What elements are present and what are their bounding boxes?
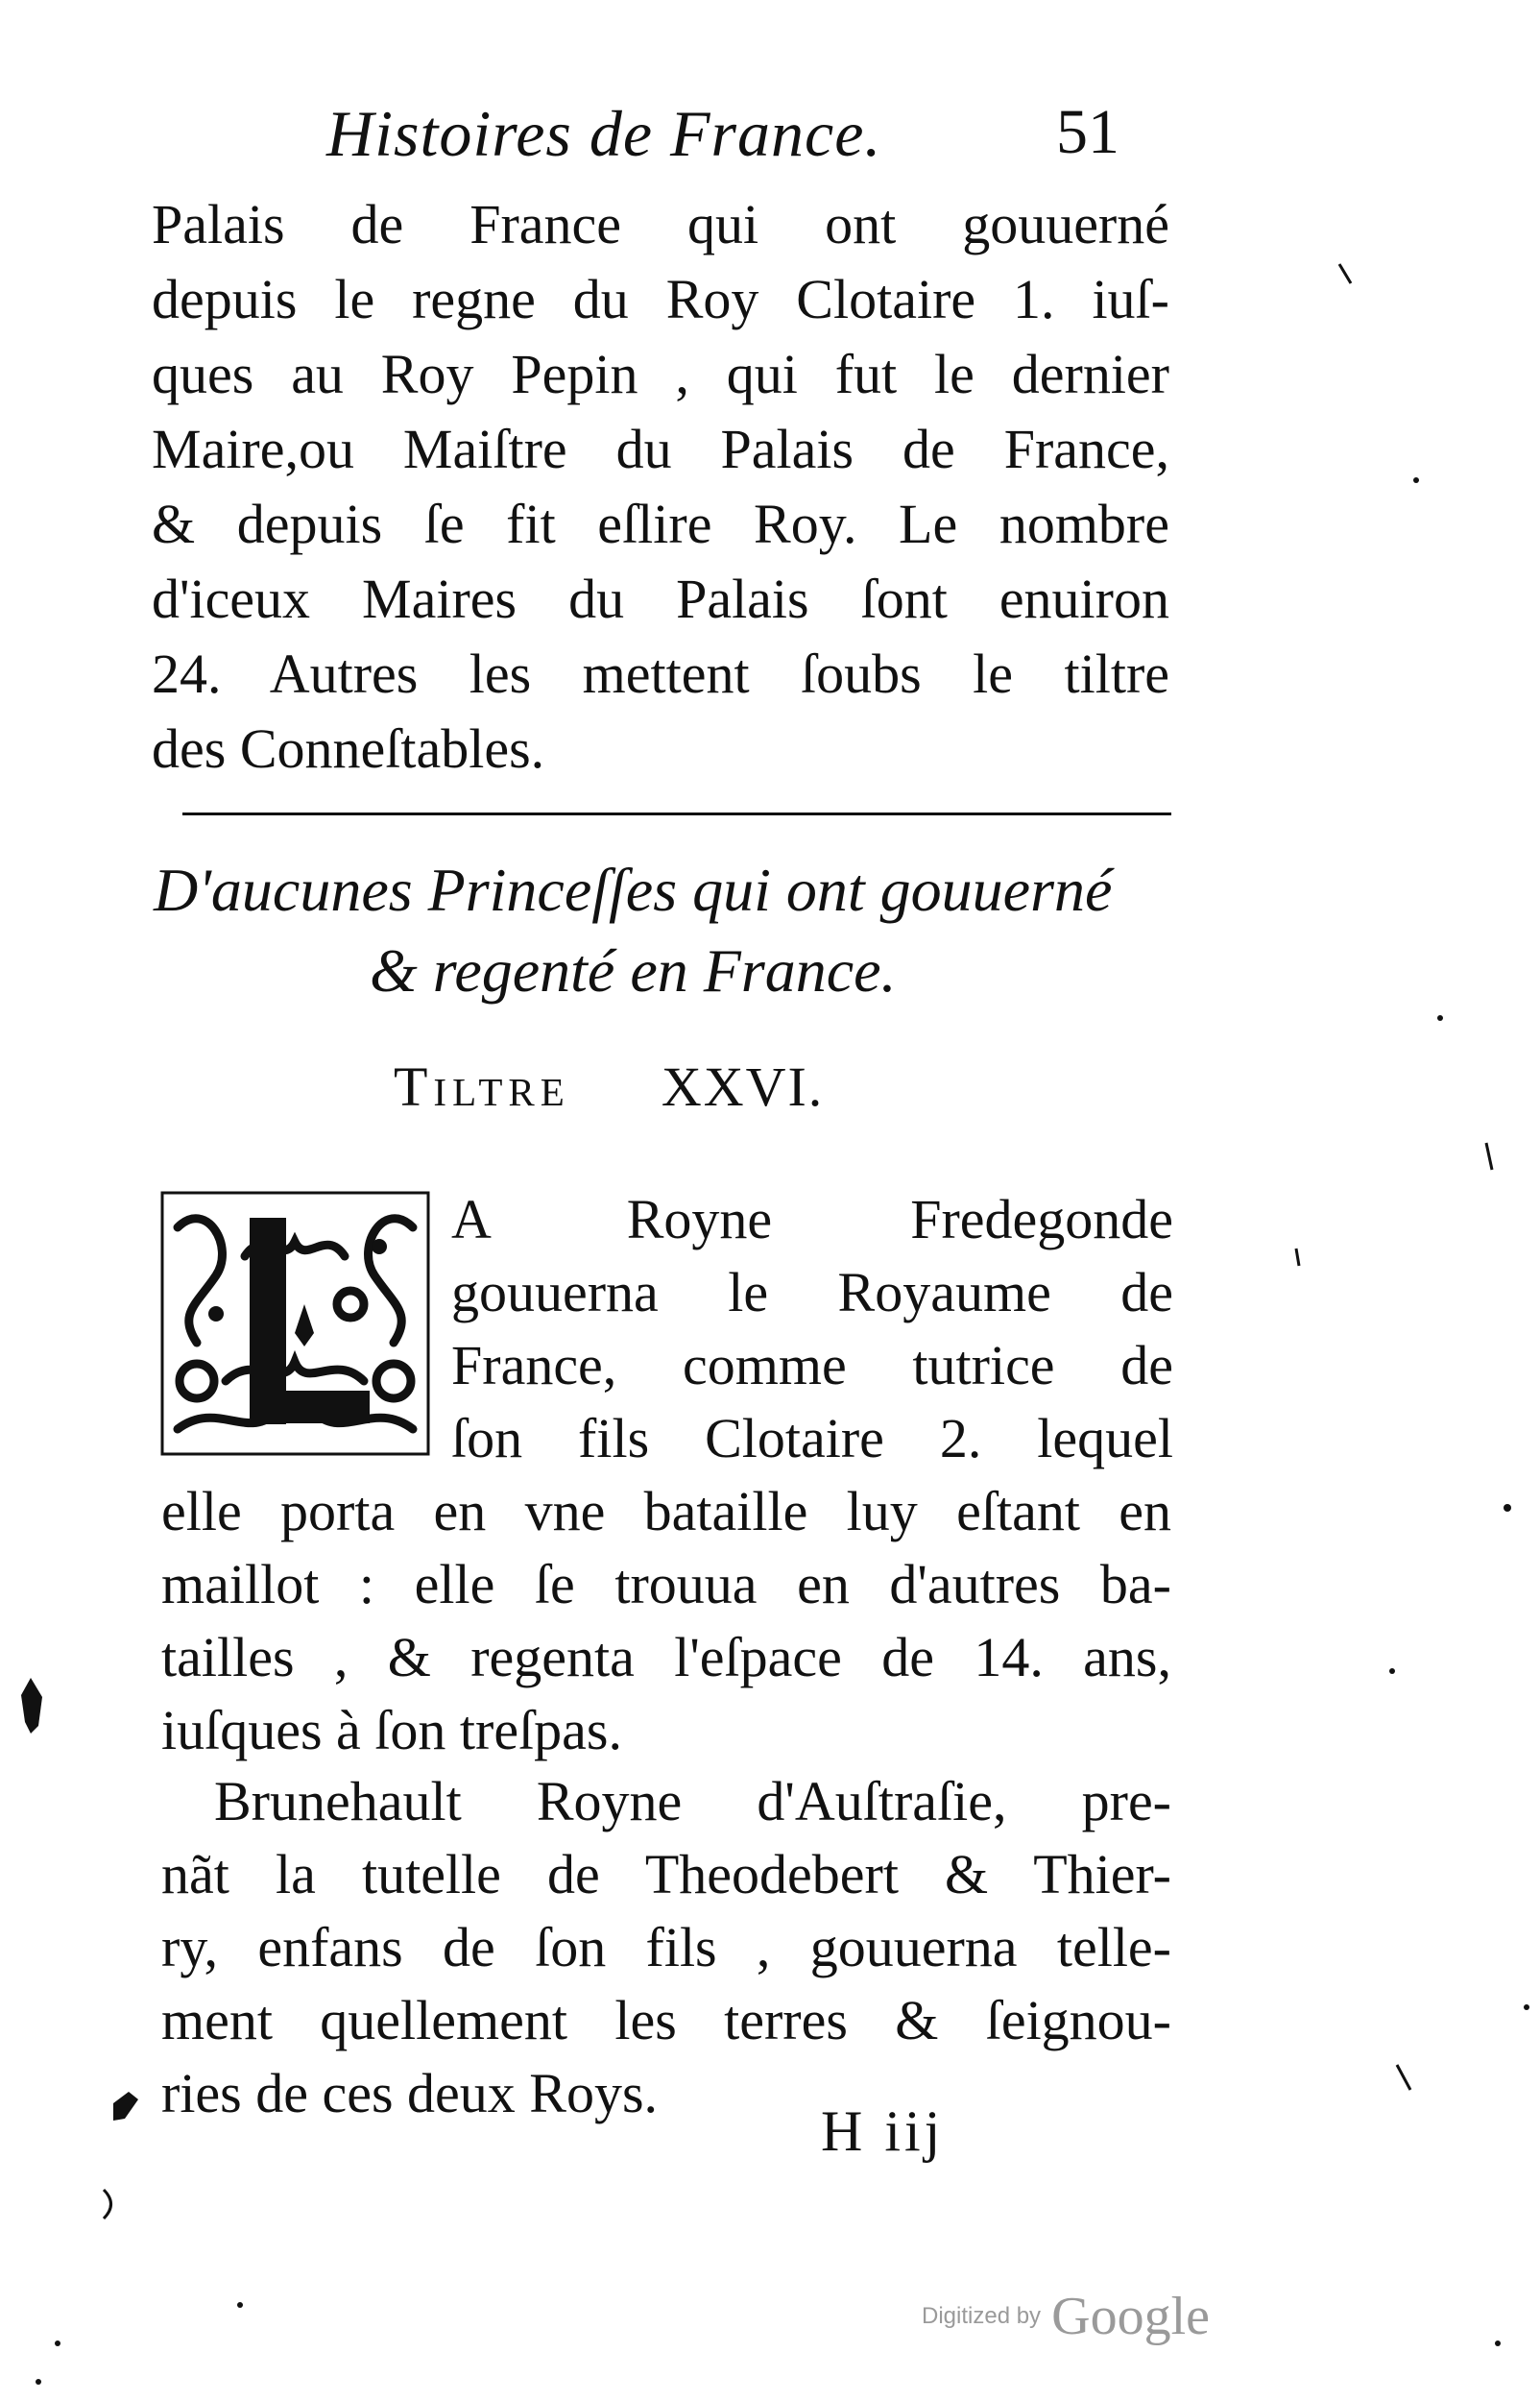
text-line: elle porta en vne bataille luy eſtant en (161, 1480, 1171, 1542)
ink-blot (113, 2092, 138, 2121)
speck (36, 2379, 41, 2385)
speck (1437, 1015, 1443, 1021)
section-heading-line-2: & regenté en France. (370, 936, 897, 1005)
text-line: 24. Autres les mettent ſoubs le tiltre (152, 643, 1169, 705)
speck (1504, 1504, 1511, 1512)
speck (1495, 2340, 1501, 2346)
text-line: nãt la tutelle de Theodebert & Thier- (161, 1843, 1171, 1905)
page-number: 51 (1056, 97, 1119, 167)
speck (1389, 1668, 1395, 1674)
text-line: A Royne Fredegonde (451, 1188, 1173, 1250)
text-line: ry, enfans de ſon fils , gouuerna telle- (161, 1916, 1171, 1978)
speck (1524, 2004, 1529, 2010)
text-line: Brunehault Royne d'Auſtraſie, pre- (214, 1770, 1171, 1832)
text-line: & depuis ſe fit eſlire Roy. Le nombre (152, 493, 1169, 555)
speck (237, 2302, 243, 2308)
text-line: maillot : elle ſe trouua en d'autres ba- (161, 1553, 1171, 1615)
text-line: Palais de France qui ont gouuerné (152, 193, 1169, 255)
tiltre-label: Tiltre (394, 1055, 570, 1118)
text-line: ment quellement les terres & ſeignou- (161, 1989, 1171, 2051)
tiltre-number: XXVI. (661, 1055, 825, 1118)
watermark-brand: Google (1051, 2287, 1211, 2346)
text-line: gouuerna le Royaume de (451, 1261, 1173, 1323)
speck (55, 2340, 60, 2346)
text-line: Maire,ou Maiſtre du Palais de France, (152, 418, 1169, 480)
ink-blot (21, 1678, 42, 1734)
text-line: depuis le regne du Roy Clotaire 1. iuſ- (152, 268, 1169, 330)
speck (104, 2190, 111, 2219)
text-line: ſon fils Clotaire 2. lequel (451, 1407, 1173, 1469)
text-line: d'iceux Maires du Palais ſont enuiron (152, 568, 1169, 630)
text-line: ques au Roy Pepin , qui fut le dernier (152, 343, 1169, 405)
text-line: iuſques à ſon treſpas. (161, 1699, 623, 1761)
section-heading-line-1: D'aucunes Princeſſes qui ont gouuerné (154, 856, 1113, 924)
speck (1486, 1143, 1492, 1170)
speck (1413, 477, 1419, 483)
text-line: tailles , & regenta l'eſpace de 14. ans, (161, 1626, 1171, 1688)
speck (1296, 1249, 1299, 1266)
speck (1339, 264, 1351, 283)
watermark-prefix: Digitized by (922, 2303, 1042, 2329)
text-line: ries de ces deux Roys. (161, 2062, 659, 2124)
text-line: des Conneſtables. (152, 717, 545, 780)
signature-mark: H iij (821, 2099, 945, 2163)
text-line: France, comme tutrice de (451, 1334, 1173, 1396)
speck (1397, 2065, 1410, 2090)
running-head-title: Histoires de France. (326, 97, 882, 170)
